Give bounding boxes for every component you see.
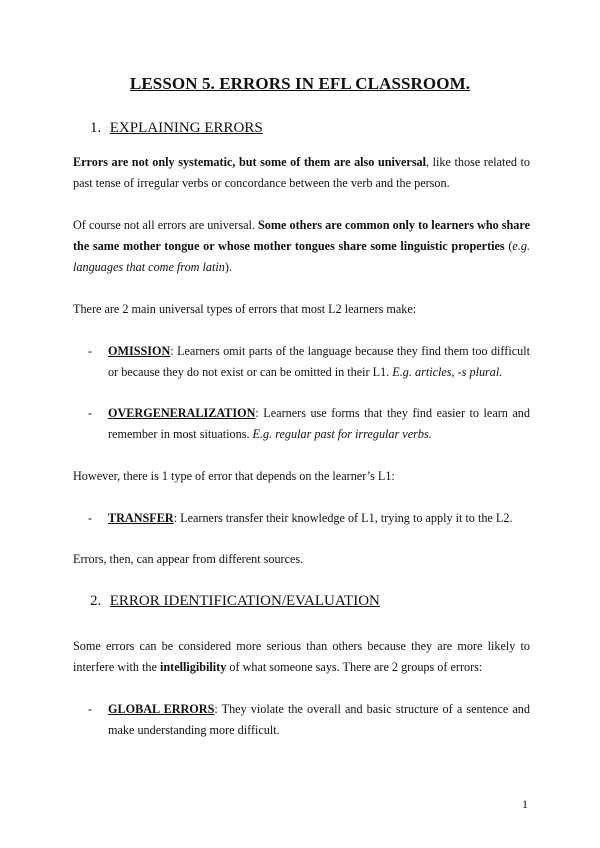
section-1-title: EXPLAINING ERRORS — [109, 120, 263, 136]
bullet-omission: - OMISSION: Learners omit parts of the language because they find them too difficult or because they do not exist or can be omitted in their L1. E.g. articles, -s plural. — [88, 341, 530, 383]
term-global-errors: GLOBAL ERRORS — [108, 702, 215, 716]
bullet-transfer: - TRANSFER: Learners transfer their knowledge of L1, trying to apply it to the L2. — [88, 508, 530, 529]
term-transfer: TRANSFER — [108, 511, 174, 525]
term-overgeneralization: OVERGENERALIZATION — [108, 406, 256, 420]
bullet-overgeneralization: - OVERGENERALIZATION: Learners use forms that they find easier to learn and remember in most situations. E.g. regular past for irregular verbs. — [88, 403, 530, 445]
lesson-title: LESSON 5. ERRORS IN EFL CLASSROOM. — [129, 74, 471, 93]
bullet-global-errors: - GLOBAL ERRORS: They violate the overall and basic structure of a sentence and make understanding more difficult. — [88, 699, 530, 741]
universal-errors-statement: Errors are not only systematic, but some of them are also universal — [73, 155, 427, 169]
section-1-heading — [90, 120, 263, 137]
section-1-paragraph-2: Of course not all errors are universal. Some others are common only to learners who share the same mother tongue or whose mother tongues share some linguistic properties (e.g. languages that come from latin). — [73, 218, 530, 274]
bullet-dash: - — [88, 511, 93, 525]
bullet-dash: - — [88, 702, 93, 716]
bullet-dash: - — [88, 344, 93, 358]
section-1-paragraph-5: Errors, then, can appear from different sources. — [73, 552, 304, 566]
section-2-title: ERROR IDENTIFICATION/EVALUATION — [109, 593, 380, 609]
section-2-number: 2. — [90, 593, 102, 609]
section-2-heading — [90, 593, 380, 610]
section-1-paragraph-1: Errors are not only systematic, but some of them are also universal, like those related to past tense of irregular verbs or concordance between the verb and the person. — [73, 155, 530, 190]
shared-mother-tongue-statement: Some others are common only to learners who share the same mother tongue or whose mother tongues share some linguistic properties — [73, 218, 530, 253]
section-1-number: 1. — [90, 120, 102, 136]
section-1-paragraph-3: There are 2 main universal types of errors that most L2 learners make: — [73, 302, 417, 316]
page-number: 1 — [522, 797, 528, 811]
section-2-paragraph-1: Some errors can be considered more serious than others because they are more likely to interfere with the intelligibility of what someone says. There are 2 groups of errors: — [73, 639, 530, 674]
bullet-dash: - — [88, 406, 93, 420]
term-omission: OMISSION — [108, 344, 171, 358]
example-latin-languages: e.g. languages that come from latin — [73, 239, 530, 274]
section-1-paragraph-4: However, there is 1 type of error that depends on the learner’s L1: — [73, 469, 395, 483]
intelligibility-term: intelligibility — [159, 660, 227, 674]
